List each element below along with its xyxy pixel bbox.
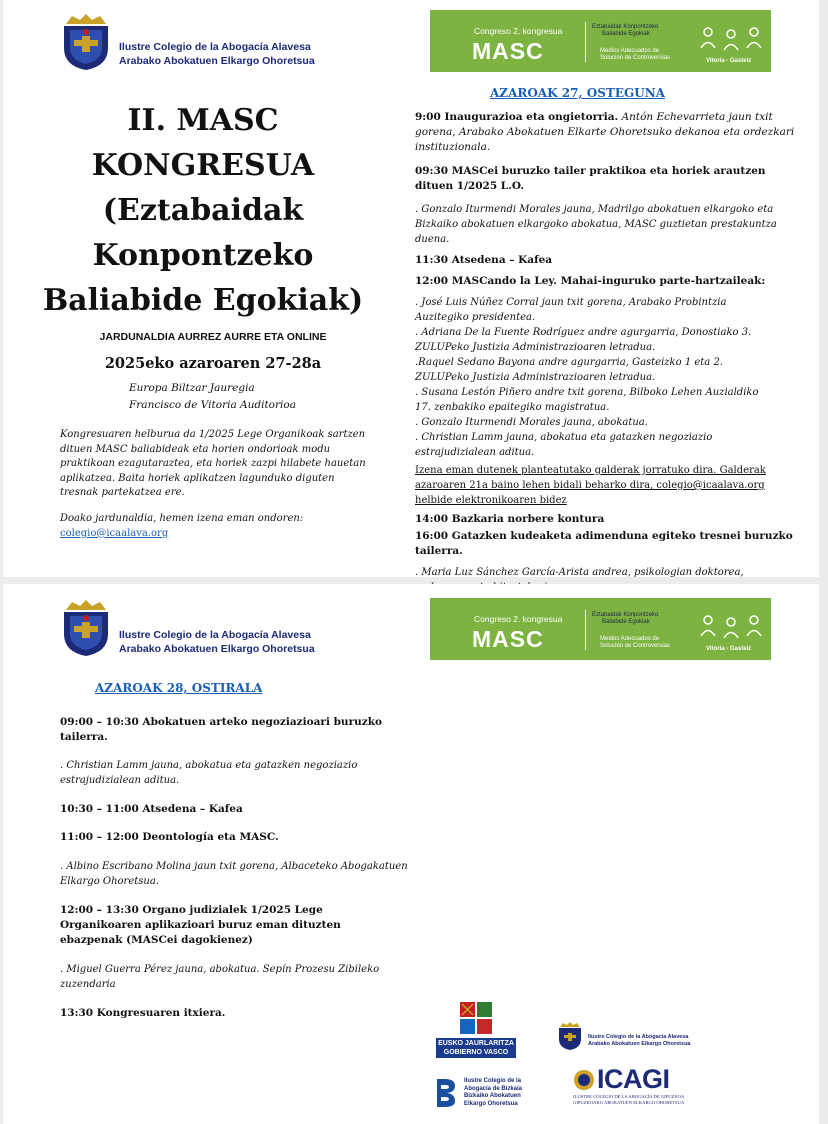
gv-line-1: EUSKO JAURLARITZA	[438, 1040, 514, 1047]
gobierno-vasco-logo	[436, 1000, 516, 1058]
title-line-1: II. MASC	[127, 103, 279, 138]
alava-small-line-1: Ilustre Colegio de la Abogacía Alavesa	[588, 1034, 689, 1040]
alava-small-line-2: Arabako Abokatuen Elkargo Ohoretsua	[588, 1041, 691, 1047]
masc-banner	[430, 598, 771, 660]
workshop-title: 09:30 MASCei buruzko tailer praktikoa eta horiek arautzen dituen 1/2025 L.O.	[415, 165, 766, 192]
title-line-2: KONGRESUA	[91, 148, 315, 183]
gv-line-2: GOBIERNO VASCO	[443, 1049, 509, 1056]
page-2	[3, 584, 819, 1124]
day-heading-27: AZAROAK 27, OSTEGUNA	[490, 86, 665, 100]
banner-es-line-2: Solución de Controversias	[600, 643, 671, 649]
title-line-3: (Eztabaidak	[102, 193, 304, 228]
gobierno-vasco-emblem-icon	[436, 1000, 516, 1034]
icagi-emblem-icon	[573, 1068, 595, 1092]
people-icon	[698, 610, 764, 647]
icagi-logo	[573, 1068, 595, 1096]
participant: . Adriana De la Fuente Rodríguez andre agurgarria, Donostiako 3. ZULUPeko Justizia Administrazioaren letradua.	[415, 327, 752, 353]
break-title: 11:30 Atsedena – Kafea	[415, 254, 553, 266]
event-date: 2025eko azaroaren 27-28a	[104, 355, 322, 372]
bizkaia-line-3: Bizkaiko Abokatuen	[464, 1093, 521, 1099]
icagi-line-2: GIPUZKOAKO ABOKATUEN ELKARGO OHORETSUA	[573, 1100, 685, 1105]
banner-es-block	[600, 636, 670, 650]
logo-line-1: Ilustre Colegio de la Abogacía Alavesa	[119, 41, 311, 53]
participant: . José Luis Núñez Corral jaun txit gorena, Arabako Probintzia Auzitegiko presidentea.	[415, 297, 727, 323]
negotiation-title: 09:00 – 10:30 Abokatuen arteko negoziazioari buruzko tailerra.	[60, 716, 382, 743]
banner-es-line-1: Medios Adecuados de	[600, 48, 660, 54]
banner-eu-line-2: Baliabide Egokiak	[602, 31, 650, 37]
rulings-title: 12:00 – 13:30 Organo judizialek 1/2025 Lege Organikoaren aplikazioari buruz eman dituzten ebazpenak (MASCei dagokienez)	[60, 904, 341, 946]
logo-line-2: Arabako Abokatuen Elkargo Ohoretsua	[119, 55, 315, 67]
icagi-subtext	[573, 1094, 684, 1106]
schedule-day-1	[415, 110, 805, 595]
participant: . Susana Lestón Piñero andre txit gorena, Bilboko Lehen Auzialdiko 17. zenbakiko epaitegiko magistratua.	[415, 387, 759, 413]
closing-title: 13:30 Kongresuaren itxiera.	[60, 1007, 226, 1019]
participant: . Christian Lamm jauna, abokatua eta gatazken negoziazio estrajudizialean aditua.	[415, 432, 713, 458]
gv-label	[436, 1038, 516, 1058]
deontology-speaker: . Albino Escribano Molina jaun txit gorena, Albaceteko Abogakatuen Elkargo Ohoretsua.	[60, 861, 408, 887]
banner-eu-line-2: Baliabide Egokiak	[602, 619, 650, 625]
alava-small-logo	[556, 1021, 584, 1055]
venue-line-2: Francisco de Vitoria Auditorioa	[129, 399, 296, 411]
icagi-line-1: ILUSTRE COLEGIO DE LA ABOGACÍA DE GIPUZKOA	[573, 1094, 685, 1099]
tools-workshop-title: 16:00 Gatazken kudeaketa adimenduna egiteko tresnei buruzko tailerra.	[415, 530, 793, 557]
roundtable-participants	[415, 295, 765, 460]
page-1	[3, 0, 819, 577]
roundtable-title: 12:00 MASCando la Ley. Mahai-inguruko parte-hartzaileak:	[415, 275, 766, 287]
questions-note: Izena eman dutenek planteatutako galderak jorratuko dira. Galderak azaroaren 21a baino lehen bidali beharko dira, colegio@icaalava.org helbide elektronikoaren bidez	[415, 465, 766, 506]
banner-divider	[585, 22, 586, 62]
negotiation-speaker: . Christian Lamm jauna, abokatua eta gatazken negoziazio estrajudizialean aditua.	[60, 760, 358, 786]
bizkaia-line-2: Abogacía de Bizkaia	[464, 1085, 523, 1092]
venue	[129, 380, 296, 414]
email-link[interactable]: colegio@icaalava.org	[60, 527, 169, 539]
free-text: Doako jardunaldia, hemen izena eman ondoren:	[60, 513, 304, 524]
tools-workshop-speaker: . Maria Luz Sánchez García-Arista andrea, psikologian doktorea,	[415, 567, 744, 578]
banner-eu-block	[592, 612, 658, 626]
rulings-speaker: . Miguel Guerra Pérez jauna, abokatua. Sepín Prozesu Zibileko zuzendaria	[60, 964, 380, 990]
banner-divider	[585, 610, 586, 650]
banner-eu-line-1: Eztabaidak Konpontzeko	[592, 612, 659, 618]
coat-of-arms-icon	[58, 12, 114, 72]
participant: . Gonzalo Iturmendi Morales jauna, abokatua.	[415, 417, 648, 428]
page-title	[38, 98, 368, 323]
alava-bar-logo	[58, 598, 114, 662]
coat-of-arms-icon	[556, 1021, 584, 1051]
registration-note	[60, 512, 370, 541]
banner-city: Vitoria - Gasteiz	[706, 646, 752, 652]
banner-masc: MASC	[472, 38, 544, 64]
lunch-title: 14:00 Bazkaria norbere kontura	[415, 513, 605, 525]
participant: .Raquel Sedano Bayona andre agurgarria, Gasteizko 1 eta 2. ZULUPeko Justizia Administrazioaren letradua.	[415, 357, 723, 383]
banner-masc: MASC	[472, 626, 544, 652]
banner-es-line-2: Solución de Controversias	[600, 55, 671, 61]
coat-of-arms-icon	[58, 598, 114, 658]
bizkaia-text	[464, 1078, 522, 1108]
masc-banner	[430, 10, 771, 72]
schedule-item-opening	[415, 110, 805, 155]
alava-bar-logo	[58, 12, 114, 76]
subtitle: JARDUNALDIA AURREZ AURRE ETA ONLINE	[99, 331, 327, 343]
banner-congreso: Congreso 2. kongresua	[474, 26, 563, 36]
banner-city: Vitoria - Gasteiz	[706, 58, 752, 64]
logo-line-2: Arabako Abokatuen Elkargo Ohoretsua	[119, 643, 315, 655]
banner-es-block	[600, 48, 670, 62]
icagi-wordmark: ICAGI	[597, 1064, 670, 1094]
banner-eu-line-1: Eztabaidak Konpontzeko	[592, 24, 659, 30]
workshop-speaker: . Gonzalo Iturmendi Morales jauna, Madrilgo abokatuen elkargoko eta Bizkaiko abokatuen elkargoko abokatua, MASC guztietan prestakuntza duena.	[415, 204, 777, 245]
venue-line-1: Europa Biltzar Jauregia	[129, 382, 255, 394]
deontology-title: 11:00 – 12:00 Deontología eta MASC.	[60, 831, 279, 843]
bizkaia-line-4: Elkargo Ohoretsua	[464, 1100, 518, 1107]
schedule-day-2	[60, 715, 420, 1021]
banner-congreso: Congreso 2. kongresua	[474, 614, 563, 624]
people-icon	[698, 22, 764, 59]
break-title: 10:30 – 11:00 Atsedena – Kafea	[60, 803, 243, 815]
alava-small-text	[588, 1034, 691, 1048]
banner-eu-block	[592, 24, 658, 38]
bizkaia-logo	[435, 1077, 457, 1113]
title-line-4: Konpontzeko	[92, 238, 314, 273]
day-heading-28: AZAROAK 28, OSTIRALA	[95, 681, 263, 695]
bizkaia-emblem-icon	[435, 1077, 457, 1109]
bizkaia-line-1: Ilustre Colegio de la	[464, 1078, 522, 1084]
opening-title: 9:00 Inaugurazioa eta ongietorria.	[415, 111, 619, 123]
banner-es-line-1: Medios Adecuados de	[600, 636, 660, 642]
opening-speaker: Antón Echevarrieta jaun txit gorena, Arabako Abokatuen Elkarte Ohoretsuko dekanoa eta ordezkari instituzionala.	[415, 111, 795, 153]
logo-line-1: Ilustre Colegio de la Abogacía Alavesa	[119, 629, 311, 641]
description: Kongresuaren helburua da 1/2025 Lege Organikoak sartzen dituen MASC baliabideak eta horien ondorioak modu praktikoan ezagutaraztea, eta horiek zazpi hilabete hauetan aplikatzea. Baita horiek aplikatzen lagunduko diguten tresnak partekatzea ere.	[60, 429, 366, 499]
title-line-5: Baliabide Egokiak)	[42, 283, 364, 318]
